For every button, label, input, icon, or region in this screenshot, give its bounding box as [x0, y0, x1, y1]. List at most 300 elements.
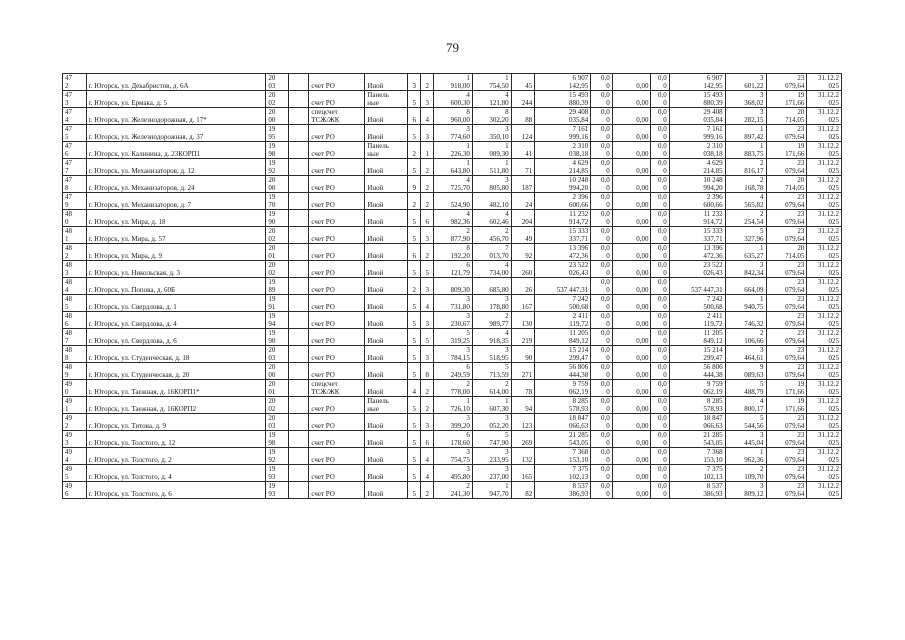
blank-cell	[288, 108, 308, 125]
living-area-cell: 3 233,95	[472, 448, 511, 465]
limit-cost-cell: 19 171,66	[766, 380, 807, 397]
entrances-cell: 2	[421, 482, 434, 499]
table-row	[63, 278, 842, 295]
zero-cell-c: 0,0 0	[651, 227, 669, 244]
floors-cell: 2	[408, 278, 421, 295]
entrances-cell: 3	[421, 414, 434, 431]
unit-cost-cell: 4 800,17	[725, 397, 766, 414]
address-cell: г. Югорск, ул. Свердлова, д. 1	[86, 295, 266, 312]
row-number: 49 5	[63, 465, 87, 482]
wall-material-cell: Иной	[365, 346, 408, 363]
unit-cost-cell: 2 254,54	[725, 210, 766, 227]
total-cost-cell: 6 907 142,95	[669, 74, 725, 91]
zero-cell-c: 0,0 0	[651, 346, 669, 363]
limit-cost-cell: 23 079,64	[766, 465, 807, 482]
address-cell: г. Югорск, ул. Титова, д. 9	[86, 414, 266, 431]
limit-cost-cell: 23 079,64	[766, 295, 807, 312]
unit-cost-cell: 1 883,75	[725, 142, 766, 159]
entrances-cell: 4	[421, 108, 434, 125]
zero-cell-a: 0,0 0	[591, 448, 613, 465]
blank-cell	[288, 125, 308, 142]
entrances-cell: 2	[421, 159, 434, 176]
cost-cell: 21 285 543,05	[535, 431, 591, 448]
total-area-cell: 3 230,67	[434, 312, 473, 329]
housing-register-table	[62, 73, 842, 499]
total-cost-cell: 11 205 849,12	[669, 329, 725, 346]
unit-cost-cell: 2 106,66	[725, 329, 766, 346]
year-cell: 19 92	[266, 159, 289, 176]
unit-cost-cell: 4 565,82	[725, 193, 766, 210]
table-row	[63, 329, 842, 346]
year-cell: 19 91	[266, 295, 289, 312]
total-cost-cell: 29 408 035,84	[669, 108, 725, 125]
year-cell: 20 02	[266, 261, 289, 278]
floors-cell: 5	[408, 414, 421, 431]
unit-cost-cell: 2 168,78	[725, 176, 766, 193]
table-row	[63, 227, 842, 244]
table-row	[63, 397, 842, 414]
blank-cell	[288, 397, 308, 414]
wall-material-cell: Иной	[365, 414, 408, 431]
year-cell: 20 03	[266, 414, 289, 431]
cost-cell: 7 375 102,13	[535, 465, 591, 482]
fund-source-cell: счет РО	[309, 244, 365, 261]
row-number: 48 9	[63, 363, 87, 380]
row-number: 49 4	[63, 448, 87, 465]
floors-cell: 5	[408, 295, 421, 312]
limit-cost-cell: 23 079,64	[766, 278, 807, 295]
floors-cell: 5	[408, 125, 421, 142]
living-area-cell: 8 302,20	[472, 108, 511, 125]
year-cell: 19 93	[266, 465, 289, 482]
limit-cost-cell: 23 079,64	[766, 210, 807, 227]
year-cell: 19 98	[266, 431, 289, 448]
year-cell: 20 02	[266, 227, 289, 244]
deadline-cell: 31.12.2 025	[807, 193, 842, 210]
wall-material-cell: Иной	[365, 210, 408, 227]
zero-cell-b: 0,00	[612, 227, 651, 244]
total-area-cell: 6 121,79	[434, 261, 473, 278]
deadline-cell: 31.12.2 025	[807, 482, 842, 499]
zero-cell-b: 0,00	[612, 278, 651, 295]
limit-cost-cell: 20 714,05	[766, 244, 807, 261]
cost-cell: 6 907 142,95	[535, 74, 591, 91]
table-row	[63, 431, 842, 448]
year-cell: 20 02	[266, 91, 289, 108]
deadline-cell: 31.12.2 025	[807, 431, 842, 448]
living-area-cell: 3 237,00	[472, 465, 511, 482]
total-area-cell: 3 774,60	[434, 125, 473, 142]
table-body	[63, 74, 842, 499]
zero-cell-c: 0,0 0	[651, 329, 669, 346]
address-cell: г. Югорск, ул. Мира, д. 57	[86, 227, 266, 244]
zero-cell-c: 0,0 0	[651, 193, 669, 210]
unit-cost-cell: 3 842,34	[725, 261, 766, 278]
living-area-cell: 4 121,80	[472, 91, 511, 108]
zero-cell-a: 0,0 0	[591, 346, 613, 363]
blank-cell	[288, 380, 308, 397]
residents-cell: 244	[511, 91, 535, 108]
living-area-cell: 4 602,46	[472, 210, 511, 227]
living-area-cell: 3 350,10	[472, 125, 511, 142]
limit-cost-cell: 20 714,05	[766, 176, 807, 193]
blank-cell	[288, 91, 308, 108]
total-area-cell: 4 725,70	[434, 176, 473, 193]
residents-cell: 41	[511, 142, 535, 159]
floors-cell: 6	[408, 244, 421, 261]
total-area-cell: 1 918,00	[434, 74, 473, 91]
zero-cell-c: 0,0 0	[651, 465, 669, 482]
entrances-cell: 3	[421, 227, 434, 244]
year-cell: 19 70	[266, 193, 289, 210]
zero-cell-a: 0,0 0	[591, 397, 613, 414]
residents-cell: 167	[511, 295, 535, 312]
row-number: 48 6	[63, 312, 87, 329]
year-cell: 19 89	[266, 278, 289, 295]
row-number: 49 6	[63, 482, 87, 499]
limit-cost-cell: 19 171,66	[766, 142, 807, 159]
zero-cell-a: 0,0 0	[591, 142, 613, 159]
limit-cost-cell: 19 171,66	[766, 91, 807, 108]
zero-cell-c: 0,0 0	[651, 261, 669, 278]
address-cell: г. Югорск, ул. Студенческая, д. 18	[86, 346, 266, 363]
fund-source-cell: счет РО	[309, 363, 365, 380]
unit-cost-cell: 1 962,36	[725, 448, 766, 465]
wall-material-cell: Иной	[365, 482, 408, 499]
zero-cell-b: 0,00	[612, 431, 651, 448]
total-area-cell: 8 192,20	[434, 244, 473, 261]
blank-cell	[288, 465, 308, 482]
total-area-cell: 3 754,75	[434, 448, 473, 465]
zero-cell-a: 0,0 0	[591, 159, 613, 176]
blank-cell	[288, 210, 308, 227]
floors-cell: 5	[408, 482, 421, 499]
address-cell: г. Югорск, ул. Толстого, д. 2	[86, 448, 266, 465]
blank-cell	[288, 278, 308, 295]
fund-source-cell: счет РО	[309, 210, 365, 227]
residents-cell: 88	[511, 108, 535, 125]
zero-cell-b: 0,00	[612, 329, 651, 346]
floors-cell: 5	[408, 431, 421, 448]
wall-material-cell: Иной	[365, 448, 408, 465]
residents-cell: 165	[511, 465, 535, 482]
entrances-cell: 2	[421, 176, 434, 193]
fund-source-cell: счет РО	[309, 329, 365, 346]
total-area-cell: 524,90	[434, 193, 473, 210]
limit-cost-cell: 23 079,64	[766, 193, 807, 210]
entrances-cell: 4	[421, 465, 434, 482]
unit-cost-cell: 3 282,15	[725, 108, 766, 125]
table-row	[63, 261, 842, 278]
total-cost-cell: 8 285 578,93	[669, 397, 725, 414]
total-cost-cell: 537 447,31	[669, 278, 725, 295]
floors-cell: 2	[408, 142, 421, 159]
floors-cell: 5	[408, 159, 421, 176]
wall-material-cell: Иной	[365, 125, 408, 142]
zero-cell-b: 0,00	[612, 176, 651, 193]
limit-cost-cell: 23 079,64	[766, 227, 807, 244]
wall-material-cell: Иной	[365, 431, 408, 448]
year-cell: 19 92	[266, 448, 289, 465]
unit-cost-cell: 3 601,22	[725, 74, 766, 91]
total-cost-cell: 8 537 386,93	[669, 482, 725, 499]
unit-cost-cell: 2 109,70	[725, 465, 766, 482]
deadline-cell: 31.12.2 025	[807, 278, 842, 295]
zero-cell-b: 0,00	[612, 210, 651, 227]
residents-cell: 132	[511, 448, 535, 465]
zero-cell-c: 0,0 0	[651, 176, 669, 193]
residents-cell: 269	[511, 431, 535, 448]
living-area-cell: 4 918,35	[472, 329, 511, 346]
blank-cell	[288, 448, 308, 465]
zero-cell-c: 0,0 0	[651, 244, 669, 261]
blank-cell	[288, 159, 308, 176]
blank-cell	[288, 244, 308, 261]
limit-cost-cell: 23 079,64	[766, 363, 807, 380]
limit-cost-cell: 23 079,64	[766, 431, 807, 448]
living-area-cell: 3 805,80	[472, 176, 511, 193]
zero-cell-b: 0,00	[612, 363, 651, 380]
zero-cell-c: 0,0 0	[651, 91, 669, 108]
wall-material-cell: Иной	[365, 380, 408, 397]
blank-cell	[288, 482, 308, 499]
zero-cell-c: 0,0 0	[651, 125, 669, 142]
residents-cell: 82	[511, 482, 535, 499]
entrances-cell: 2	[421, 244, 434, 261]
row-number: 49 3	[63, 431, 87, 448]
fund-source-cell: счет РО	[309, 295, 365, 312]
address-cell: г. Югорск, ул. Никольская, д. 3	[86, 261, 266, 278]
zero-cell-c: 0,0 0	[651, 482, 669, 499]
unit-cost-cell: 664,09	[725, 278, 766, 295]
cost-cell: 8 285 578,93	[535, 397, 591, 414]
total-area-cell: 2 877,90	[434, 227, 473, 244]
entrances-cell: 2	[421, 193, 434, 210]
wall-material-cell: Иной	[365, 312, 408, 329]
residents-cell: 130	[511, 312, 535, 329]
zero-cell-c: 0,0 0	[651, 431, 669, 448]
zero-cell-b: 0,00	[612, 193, 651, 210]
row-number: 49 2	[63, 414, 87, 431]
deadline-cell: 31.12.2 025	[807, 142, 842, 159]
fund-source-cell: счет РО	[309, 312, 365, 329]
table-row	[63, 380, 842, 397]
fund-source-cell: счет РО	[309, 176, 365, 193]
blank-cell	[288, 431, 308, 448]
residents-cell: 123	[511, 414, 535, 431]
row-number: 47 9	[63, 193, 87, 210]
residents-cell: 78	[511, 380, 535, 397]
address-cell: г. Югорск, ул. Попова, д. 60Б	[86, 278, 266, 295]
table-row	[63, 465, 842, 482]
wall-material-cell: Иной	[365, 74, 408, 91]
fund-source-cell: счет РО	[309, 346, 365, 363]
total-area-cell: 3 495,80	[434, 465, 473, 482]
wall-material-cell: Иной	[365, 159, 408, 176]
row-number: 47 5	[63, 125, 87, 142]
total-area-cell: 4 982,36	[434, 210, 473, 227]
unit-cost-cell: 3 464,61	[725, 346, 766, 363]
residents-cell: 49	[511, 227, 535, 244]
zero-cell-b: 0,00	[612, 159, 651, 176]
living-area-cell: 2 989,77	[472, 312, 511, 329]
limit-cost-cell: 23 079,64	[766, 329, 807, 346]
zero-cell-a: 0,0 0	[591, 74, 613, 91]
cost-cell: 2 411 119,72	[535, 312, 591, 329]
address-cell: г. Югорск, ул. Студенческая, д. 20	[86, 363, 266, 380]
floors-cell: 5	[408, 261, 421, 278]
total-cost-cell: 10 248 994,20	[669, 176, 725, 193]
unit-cost-cell: 2 816,17	[725, 159, 766, 176]
zero-cell-a: 0,0 0	[591, 431, 613, 448]
year-cell: 19 90	[266, 329, 289, 346]
zero-cell-b: 0,00	[612, 380, 651, 397]
zero-cell-b: 0,00	[612, 74, 651, 91]
residents-cell: 260	[511, 261, 535, 278]
zero-cell-c: 0,0 0	[651, 210, 669, 227]
zero-cell-a: 0,0 0	[591, 465, 613, 482]
residents-cell: 90	[511, 346, 535, 363]
year-cell: 20 00	[266, 176, 289, 193]
floors-cell: 5	[408, 312, 421, 329]
floors-cell: 6	[408, 108, 421, 125]
address-cell: г. Югорск, ул. Калинина, д. 23КОРП1	[86, 142, 266, 159]
blank-cell	[288, 363, 308, 380]
blank-cell	[288, 346, 308, 363]
total-area-cell: 8 960,00	[434, 108, 473, 125]
living-area-cell: 1 607,30	[472, 397, 511, 414]
deadline-cell: 31.12.2 025	[807, 244, 842, 261]
blank-cell	[288, 176, 308, 193]
zero-cell-a: 0,0 0	[591, 312, 613, 329]
unit-cost-cell: 3 368,02	[725, 91, 766, 108]
deadline-cell: 31.12.2 025	[807, 108, 842, 125]
table-row	[63, 159, 842, 176]
living-area-cell: 4 734,00	[472, 261, 511, 278]
entrances-cell: 3	[421, 125, 434, 142]
wall-material-cell: Иной	[365, 244, 408, 261]
residents-cell: 71	[511, 159, 535, 176]
address-cell: г. Югорск, ул. Механизаторов, д. 7	[86, 193, 266, 210]
cost-cell: 11 205 849,12	[535, 329, 591, 346]
limit-cost-cell: 23 079,64	[766, 448, 807, 465]
cost-cell: 15 333 337,71	[535, 227, 591, 244]
deadline-cell: 31.12.2 025	[807, 465, 842, 482]
unit-cost-cell: 1 897,42	[725, 125, 766, 142]
cost-cell: 7 242 500,68	[535, 295, 591, 312]
fund-source-cell: счет РО	[309, 397, 365, 414]
total-area-cell: 5 319,25	[434, 329, 473, 346]
entrances-cell: 4	[421, 295, 434, 312]
wall-material-cell: Иной	[365, 108, 408, 125]
deadline-cell: 31.12.2 025	[807, 380, 842, 397]
zero-cell-b: 0,00	[612, 414, 651, 431]
total-area-cell: 2 241,30	[434, 482, 473, 499]
address-cell: г. Югорск, ул. Механизаторов, д. 12	[86, 159, 266, 176]
zero-cell-a: 0,0 0	[591, 363, 613, 380]
table-row	[63, 108, 842, 125]
address-cell: г. Югорск, ул. Мира, д. 9	[86, 244, 266, 261]
zero-cell-b: 0,00	[612, 346, 651, 363]
row-number: 49 0	[63, 380, 87, 397]
table-row	[63, 414, 842, 431]
row-number: 48 4	[63, 278, 87, 295]
fund-source-cell: счет РО	[309, 74, 365, 91]
entrances-cell: 1	[421, 142, 434, 159]
year-cell: 19 98	[266, 142, 289, 159]
year-cell: 19 94	[266, 312, 289, 329]
year-cell: 20 02	[266, 397, 289, 414]
wall-material-cell: Иной	[365, 465, 408, 482]
zero-cell-a: 0,0 0	[591, 380, 613, 397]
wall-material-cell: Иной	[365, 227, 408, 244]
zero-cell-a: 0,0 0	[591, 295, 613, 312]
address-cell: г. Югорск, ул. Ермака, д. 5	[86, 91, 266, 108]
zero-cell-b: 0,00	[612, 91, 651, 108]
total-area-cell: 6 178,60	[434, 431, 473, 448]
table-row	[63, 125, 842, 142]
total-cost-cell: 7 375 102,13	[669, 465, 725, 482]
zero-cell-b: 0,00	[612, 448, 651, 465]
address-cell: г. Югорск, ул. Таежная, д. 16КОРП2	[86, 397, 266, 414]
fund-source-cell: счет РО	[309, 159, 365, 176]
address-cell: г. Югорск, ул. Толстого, д. 4	[86, 465, 266, 482]
fund-source-cell: счет РО	[309, 278, 365, 295]
residents-cell: 24	[511, 193, 535, 210]
total-cost-cell: 11 232 914,72	[669, 210, 725, 227]
row-number: 48 3	[63, 261, 87, 278]
address-cell: г. Югорск, ул. Таежная, д. 16КОРП1*	[86, 380, 266, 397]
deadline-cell: 31.12.2 025	[807, 74, 842, 91]
row-number: 48 0	[63, 210, 87, 227]
total-cost-cell: 7 242 500,68	[669, 295, 725, 312]
residents-cell: 204	[511, 210, 535, 227]
row-number: 47 2	[63, 74, 87, 91]
year-cell: 20 03	[266, 74, 289, 91]
cost-cell: 9 759 062,19	[535, 380, 591, 397]
row-number: 48 1	[63, 227, 87, 244]
entrances-cell: 3	[421, 278, 434, 295]
wall-material-cell: Иной	[365, 193, 408, 210]
wall-material-cell: Иной	[365, 176, 408, 193]
row-number: 47 7	[63, 159, 87, 176]
wall-material-cell: Иной	[365, 278, 408, 295]
zero-cell-c: 0,0 0	[651, 380, 669, 397]
row-number: 48 2	[63, 244, 87, 261]
address-cell: г. Югорск, ул. Толстого, д. 12	[86, 431, 266, 448]
limit-cost-cell: 23 079,64	[766, 482, 807, 499]
table-row	[63, 74, 842, 91]
zero-cell-a: 0,0 0	[591, 193, 613, 210]
limit-cost-cell: 23 079,64	[766, 159, 807, 176]
deadline-cell: 31.12.2 025	[807, 210, 842, 227]
total-cost-cell: 56 806 444,38	[669, 363, 725, 380]
cost-cell: 2 310 038,18	[535, 142, 591, 159]
floors-cell: 5	[408, 227, 421, 244]
residents-cell: 92	[511, 244, 535, 261]
blank-cell	[288, 329, 308, 346]
floors-cell: 2	[408, 193, 421, 210]
entrances-cell: 4	[421, 448, 434, 465]
deadline-cell: 31.12.2 025	[807, 346, 842, 363]
total-area-cell: 4 600,30	[434, 91, 473, 108]
unit-cost-cell: 5 544,56	[725, 414, 766, 431]
zero-cell-a: 0,0 0	[591, 278, 613, 295]
residents-cell: 26	[511, 278, 535, 295]
fund-source-cell: счет РО	[309, 261, 365, 278]
total-cost-cell: 2 396 600,66	[669, 193, 725, 210]
zero-cell-b: 0,00	[612, 244, 651, 261]
